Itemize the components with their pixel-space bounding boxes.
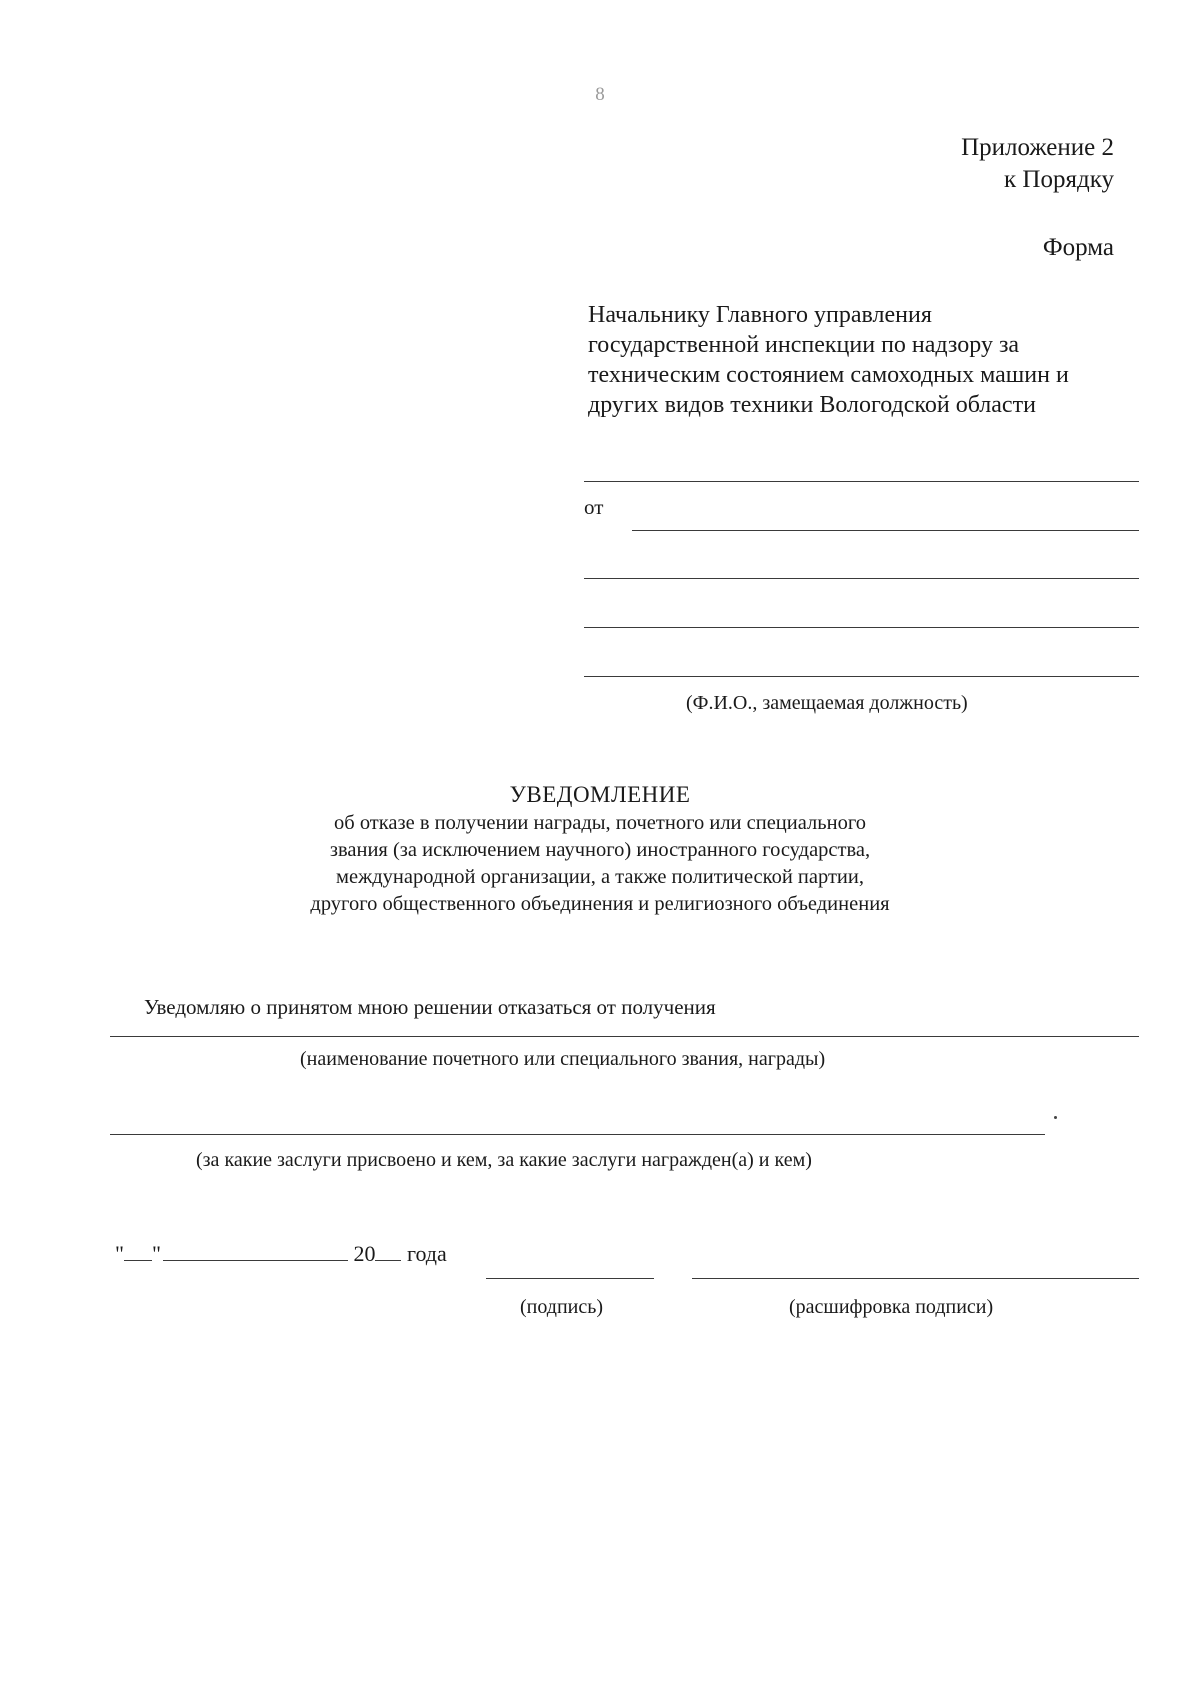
year-suffix: года [406, 1241, 447, 1266]
month-blank[interactable] [163, 1240, 348, 1261]
year-prefix: 20 [353, 1241, 376, 1266]
day-blank[interactable] [124, 1240, 152, 1261]
addressee-blank-line[interactable] [584, 481, 1139, 482]
appendix-number: Приложение 2 [961, 134, 1114, 161]
from-blank-line[interactable] [584, 676, 1139, 677]
decoding-caption: (расшифровка подписи) [789, 1296, 994, 1318]
date-quote-close: " [151, 1241, 161, 1266]
addressee-line: других видов техники Вологодской области [588, 392, 1036, 418]
merits-line[interactable] [110, 1134, 1045, 1135]
notice-subtitle-line: звания (за исключением научного) иностранного государства, [329, 839, 871, 861]
addressee-block [588, 300, 1069, 420]
notice-subtitle-line: международной организации, а также политической партии, [336, 866, 864, 888]
appendix-reference [961, 132, 1114, 196]
signature-decoding-line[interactable] [692, 1278, 1139, 1279]
appendix-order: к Порядку [1004, 166, 1114, 193]
notice-title: УВЕДОМЛЕНИЕ [509, 782, 691, 807]
from-blank-line[interactable] [584, 627, 1139, 628]
award-name-line[interactable] [110, 1036, 1139, 1037]
notice-body-text: Уведомляю о принятом мною решении отказаться от получения [144, 995, 716, 1019]
from-label: от [584, 495, 604, 519]
merits-caption: (за какие заслуги присвоено и кем, за какие заслуги награжден(а) и кем) [196, 1149, 812, 1171]
notice-subtitle-line: другого общественного объединения и религиозного объединения [310, 893, 890, 915]
year-blank[interactable] [375, 1240, 401, 1261]
addressee-line: техническим состоянием самоходных машин и [588, 362, 1069, 388]
form-label: Форма [1042, 234, 1114, 261]
notice-subtitle [200, 810, 1000, 918]
page-number: 8 [595, 84, 605, 105]
from-caption: (Ф.И.О., замещаемая должность) [686, 692, 968, 714]
notice-heading [200, 780, 1000, 918]
from-name-line[interactable] [632, 530, 1139, 531]
addressee-line: Начальнику Главного управления [588, 302, 932, 328]
addressee-line: государственной инспекции по надзору за [588, 332, 1020, 358]
period-mark [1054, 1116, 1057, 1119]
date-field [115, 1240, 447, 1267]
date-quote-open: " [115, 1241, 124, 1266]
signature-caption: (подпись) [520, 1296, 604, 1318]
notice-subtitle-line: об отказе в получении награды, почетного или специального [334, 812, 866, 834]
award-caption: (наименование почетного или специального звания, награды) [300, 1048, 826, 1070]
signature-line[interactable] [486, 1278, 654, 1279]
from-blank-line[interactable] [584, 578, 1139, 579]
